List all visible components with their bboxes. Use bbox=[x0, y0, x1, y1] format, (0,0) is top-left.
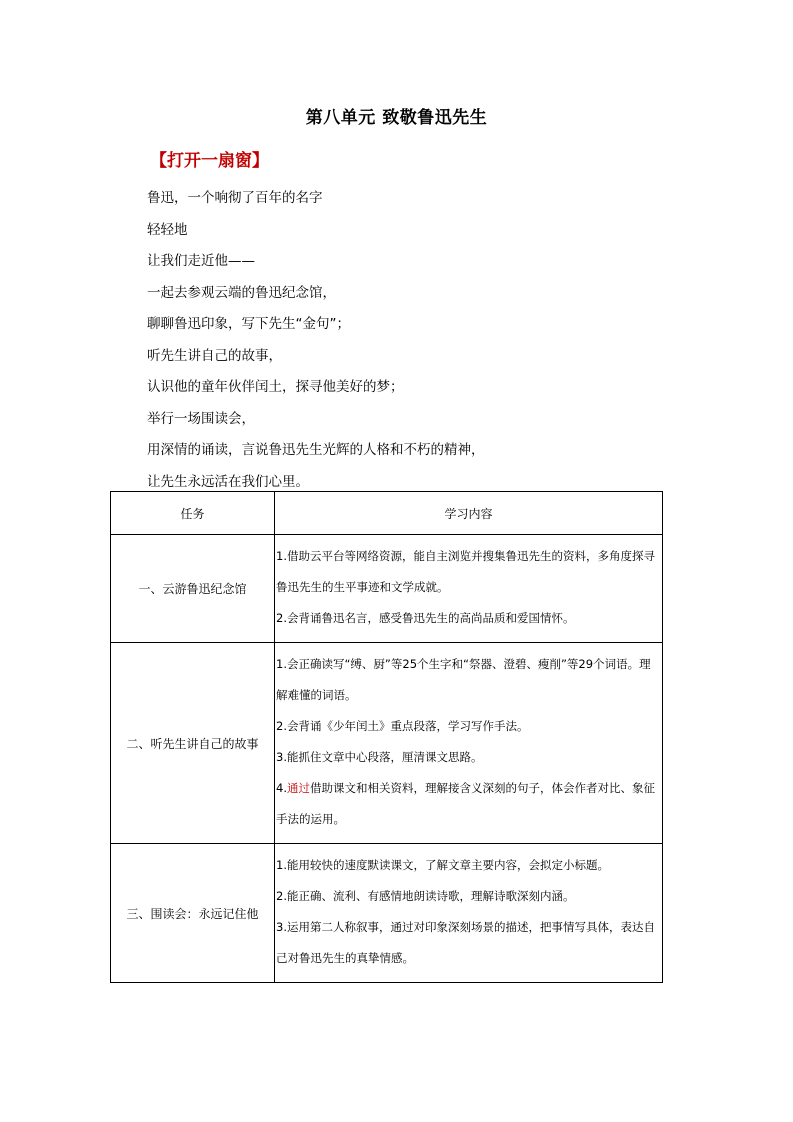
table-header-row bbox=[111, 492, 663, 535]
header-task: 任务 bbox=[111, 492, 275, 535]
content-item: 2.能正确、流利、有感情地朗读诗歌，理解诗歌深刻内涵。 bbox=[276, 889, 575, 903]
task-content bbox=[275, 643, 663, 844]
task-name: 一、云游鲁迅纪念馆 bbox=[111, 535, 275, 643]
item-prefix: 4. bbox=[276, 781, 287, 795]
item-text: 借助课文和相关资料，理解接含义深刻的句子，体会作者对比、象征手法的运用。 bbox=[276, 781, 655, 826]
page-title: 第八单元 致敬鲁迅先生 bbox=[305, 108, 488, 128]
poem-line: 聊聊鲁迅印象，写下先生“金句”； bbox=[147, 316, 350, 332]
task-content bbox=[275, 844, 663, 983]
poem-line: 让我们走近他—— bbox=[147, 253, 255, 269]
poem-line: 认识他的童年伙伴闰土，探寻他美好的梦； bbox=[147, 379, 404, 395]
poem-line: 轻轻地 bbox=[147, 221, 188, 238]
highlighted-text: 通过 bbox=[286, 781, 310, 795]
poem-line: 让先生永远活在我们心里。 bbox=[147, 473, 309, 490]
content-item: 1.能用较快的速度默读课文，了解文章主要内容，会拟定小标题。 bbox=[276, 858, 609, 872]
task-content bbox=[275, 535, 663, 643]
poem-line: 鲁迅，一个响彻了百年的名字 bbox=[147, 190, 323, 206]
section-heading: 【打开一扇窗】 bbox=[150, 151, 269, 171]
poem-line: 一起去参观云端的鲁迅纪念馆， bbox=[147, 284, 336, 301]
poem-line: 听先生讲自己的故事， bbox=[147, 347, 282, 364]
task-table bbox=[110, 491, 663, 983]
table-row bbox=[111, 844, 663, 983]
poem-line: 用深情的诵读，言说鲁迅先生光辉的人格和不朽的精神， bbox=[147, 442, 485, 458]
content-item bbox=[275, 773, 662, 835]
content-item: 3.能抓住文章中心段落，厘清课文思路。 bbox=[276, 750, 483, 764]
task-name: 三、围读会：永远记住他 bbox=[111, 844, 275, 983]
content-item: 3.运用第二人称叙事，通过对印象深刻场景的描述，把事情写具体，表达自己对鲁迅先生的真挚情感。 bbox=[276, 920, 655, 965]
intro-poem bbox=[147, 183, 707, 498]
content-item: 1.借助云平台等网络资源，能自主浏览并搜集鲁迅先生的资料，多角度探寻鲁迅先生的生平事迹和文学成就。 bbox=[276, 549, 655, 594]
content-item: 1.会正确读写“缚、厨”等25个生字和“祭器、澄碧、瘦削”等29个词语。理解难懂的词语。 bbox=[276, 657, 651, 702]
content-item: 2.会背诵鲁迅名言，感受鲁迅先生的高尚品质和爱国情怀。 bbox=[276, 611, 575, 625]
table-row bbox=[111, 643, 663, 844]
table-row bbox=[111, 535, 663, 643]
poem-line: 举行一场围读会， bbox=[147, 410, 255, 427]
task-name: 二、听先生讲自己的故事 bbox=[111, 643, 275, 844]
header-content: 学习内容 bbox=[275, 492, 663, 535]
content-item: 2.会背诵《少年闰土》重点段落，学习写作手法。 bbox=[276, 719, 529, 733]
